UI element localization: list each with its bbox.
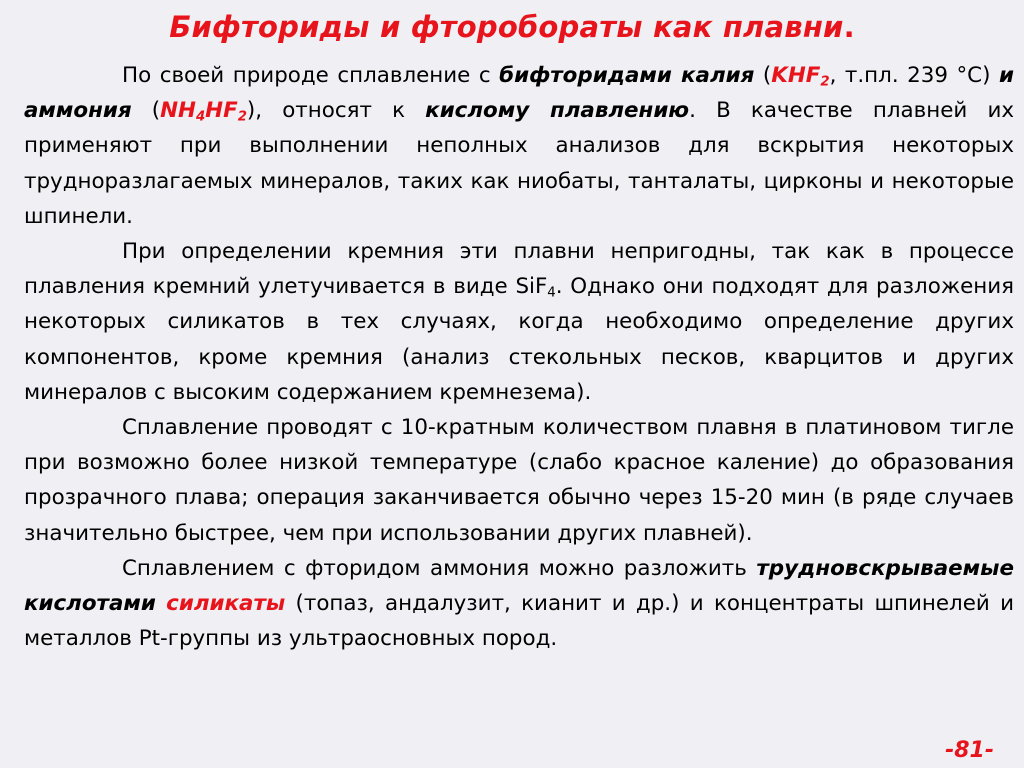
page-number: -81- [945,738,994,763]
formula-nh4hf2 [160,98,247,123]
p1-emphasis-acid-fusion: кислому плавлению [425,98,690,124]
p1-emphasis-ammonium: и аммония [24,63,1014,124]
formula-nh4hf2-hf: HF [205,98,238,124]
body-text [24,58,1014,656]
p1-text-a: По своей природе сплавление с [122,63,500,88]
p1-text-d: , т.пл. 239 °С) [829,63,999,88]
paragraph-2 [24,234,1014,410]
slide-title-text: Бифториды и фторобораты как плавни [169,10,844,44]
paragraph-4 [24,551,1014,657]
formula-khf2-sub: 2 [820,74,830,90]
p2-text-b: . Однако они подходят для разложения некоторых силикатов в тех случаях, когда необходимо определение других компонентов, кроме кремния (анализ стекольных песков, кварцитов и других минералов с высоким содержанием кремнезема). [24,274,1015,405]
p1-text-f: ( [131,98,161,124]
paragraph-3 [24,410,1014,551]
formula-nh4hf2-sub2: 2 [237,109,247,125]
formula-nh4hf2-sub4: 4 [195,109,206,125]
formula-nh4hf2-nh: NH [160,98,196,124]
slide-title [0,10,1024,44]
p4-text-a: Сплавлением с фторидом аммония можно разложить [122,555,757,581]
p1-text-i: . В качестве плавней их применяют при выполнении неполных анализов для вскрытия некоторых трудноразлагаемых минералов, таких как ниобаты, танталаты, цирконы и некоторые шпинели. [24,98,1014,229]
p3-text: Сплавление проводят с 10-кратным количеством плавня в платиновом тигле при возможно более низкой температуре (слабо красное каление) до образования прозрачного плава; операция заканчивается обычно через 15-20 мин (в ряде случаев значительно быстрее, чем при использовании других плавней). [24,415,1014,546]
formula-khf2-base: KHF [771,63,821,88]
formula-sif4-sub: 4 [547,285,556,301]
p1-emphasis-bifluorides: бифторидами калия [499,63,755,88]
p4-text-space [156,591,166,616]
p1-text-g: ), относят к [246,98,426,124]
p1-text-c: ( [754,63,772,88]
paragraph-1 [24,58,1014,234]
formula-khf2 [771,63,829,88]
p2-text-a: При определении кремния эти плавни непригодны, так как в процессе плавления кремний улетучивается в виде SiF [24,239,1014,300]
slide-title-dot: . [843,10,855,44]
p4-emphasis-silicates: силикаты [166,591,286,617]
p4-emphasis-acid-resistant: трудновскрываемые кислотами [24,555,1014,617]
p4-text-e: (топаз, андалузит, кианит и др.) и концентраты шпинелей и металлов Pt-группы из ультраосновных пород. [24,591,1014,652]
